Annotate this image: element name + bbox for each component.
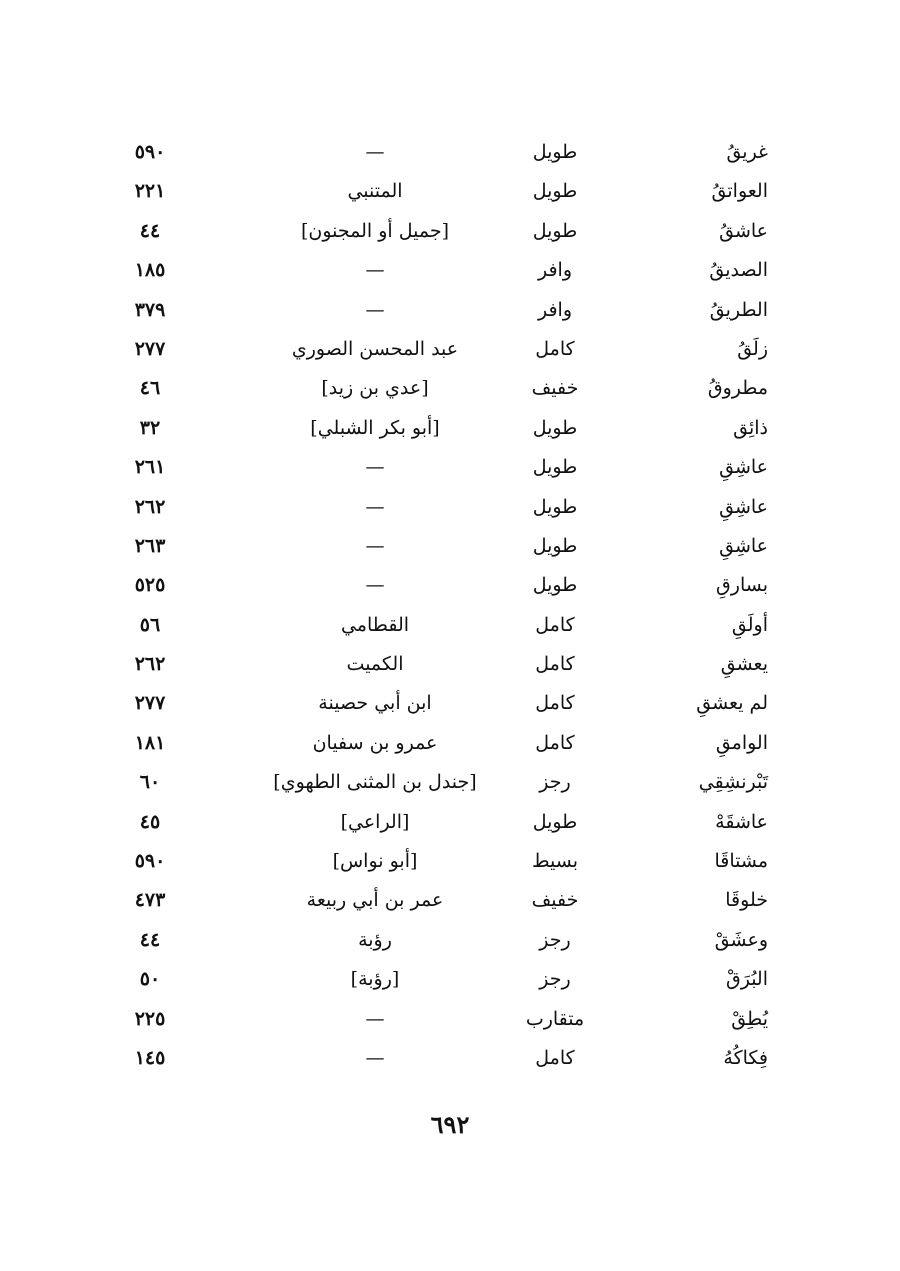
rhyme-word: زلَقُ bbox=[737, 337, 768, 360]
rhyme-word: عاشِقِ bbox=[719, 495, 768, 518]
page-ref: ٣٢ bbox=[139, 416, 161, 439]
meter: رجز bbox=[539, 968, 571, 991]
page-ref: ٢٧٧ bbox=[134, 692, 166, 715]
page-ref: ٢٦٣ bbox=[134, 534, 166, 557]
index-row bbox=[0, 291, 900, 330]
poet-name: عمر بن أبي ربيعة bbox=[306, 889, 444, 912]
index-row bbox=[0, 645, 900, 684]
meter: كامل bbox=[535, 653, 575, 676]
poet-name: القطامي bbox=[340, 613, 410, 636]
meter: كامل bbox=[535, 692, 575, 715]
index-row bbox=[0, 803, 900, 842]
poet-name: — bbox=[365, 574, 385, 597]
poet-name: [جندل بن المثنى الطهوي] bbox=[273, 771, 477, 794]
rhyme-word: عاشِقِ bbox=[719, 456, 768, 479]
page-number: ٦٩٢ bbox=[430, 1110, 470, 1139]
page-ref: ٤٤ bbox=[139, 928, 161, 951]
page-ref: ٢٢١ bbox=[134, 180, 166, 203]
page-ref: ٤٥ bbox=[139, 810, 161, 833]
meter: طويل bbox=[532, 219, 578, 242]
rhyme-word: بسارقِ bbox=[716, 574, 768, 597]
index-row bbox=[0, 1000, 900, 1039]
rhyme-word: يُطِقْ bbox=[731, 1007, 768, 1030]
rhyme-word: الوامقِ bbox=[715, 731, 768, 754]
page-ref: ٤٧٣ bbox=[134, 889, 166, 912]
meter: خفيف bbox=[531, 889, 579, 912]
index-row bbox=[0, 842, 900, 881]
index-row bbox=[0, 881, 900, 920]
page-ref: ٥٦ bbox=[139, 613, 161, 636]
rhyme-word: فِكاكُهُ bbox=[723, 1046, 768, 1069]
poet-name: [أبو نواس] bbox=[332, 850, 418, 873]
meter: طويل bbox=[532, 574, 578, 597]
page-ref: ٥٩٠ bbox=[134, 141, 166, 163]
rhyme-word: تَبْرنشِقِي bbox=[698, 771, 768, 794]
poet-name: المتنبي bbox=[347, 180, 403, 203]
poet-name: — bbox=[365, 1007, 385, 1030]
poet-name: [رؤبة] bbox=[350, 968, 400, 991]
meter: بسيط bbox=[531, 850, 578, 873]
meter: طويل bbox=[532, 495, 578, 518]
rhyme-word: مشتاقَا bbox=[714, 850, 768, 873]
meter: طويل bbox=[532, 456, 578, 479]
page-ref: ٥٢٥ bbox=[134, 574, 166, 597]
index-row bbox=[0, 724, 900, 763]
meter: كامل bbox=[535, 337, 575, 360]
index-row bbox=[0, 369, 900, 408]
index-row bbox=[0, 763, 900, 802]
page-ref: ٢٦١ bbox=[134, 456, 166, 479]
poet-name: [جميل أو المجنون] bbox=[300, 219, 450, 242]
page-ref: ٤٤ bbox=[139, 219, 161, 242]
meter: كامل bbox=[535, 1046, 575, 1069]
meter: وافر bbox=[537, 298, 573, 321]
meter: طويل bbox=[532, 141, 578, 163]
poet-name: [الراعي] bbox=[340, 810, 410, 833]
index-row bbox=[0, 212, 900, 251]
page-ref: ٥٠ bbox=[139, 968, 161, 991]
poetry-index-table bbox=[0, 133, 900, 1078]
poet-name: — bbox=[365, 141, 385, 163]
index-row bbox=[0, 330, 900, 369]
poet-name: [عدي بن زيد] bbox=[321, 377, 429, 400]
page-ref: ٢٦٢ bbox=[134, 495, 166, 518]
index-row bbox=[0, 251, 900, 290]
rhyme-word: البُرَقْ bbox=[725, 968, 768, 991]
meter: رجز bbox=[539, 928, 571, 951]
poet-name: رؤبة bbox=[358, 928, 392, 951]
rhyme-word: عاشقُ bbox=[719, 219, 768, 242]
meter: طويل bbox=[532, 416, 578, 439]
meter: وافر bbox=[537, 259, 573, 282]
page-ref: ٤٦ bbox=[139, 377, 161, 400]
rhyme-word: ذائِق bbox=[733, 416, 768, 439]
meter: كامل bbox=[535, 613, 575, 636]
meter: متقارب bbox=[525, 1007, 585, 1030]
page-ref: ٥٩٠ bbox=[134, 850, 166, 873]
rhyme-word: الصديقُ bbox=[709, 259, 768, 282]
rhyme-word: العواتقُ bbox=[711, 180, 768, 203]
rhyme-word: الطريقُ bbox=[709, 298, 768, 321]
rhyme-word: يعشقِ bbox=[720, 653, 768, 676]
poet-name: عمرو بن سفيان bbox=[312, 731, 438, 754]
page-ref: ١٨٥ bbox=[134, 259, 166, 282]
poet-name: عبد المحسن الصوري bbox=[291, 337, 459, 360]
poet-name: — bbox=[365, 259, 385, 282]
page-ref: ٦٠ bbox=[139, 771, 161, 794]
poet-name: — bbox=[365, 298, 385, 321]
meter: رجز bbox=[539, 771, 571, 794]
page-ref: ١٨١ bbox=[134, 731, 166, 754]
poet-name: ابن أبي حصينة bbox=[318, 692, 432, 715]
poet-name: [أبو بكر الشبلي] bbox=[310, 416, 440, 439]
rhyme-word: مطروقُ bbox=[707, 377, 768, 400]
poet-name: — bbox=[365, 534, 385, 557]
meter: طويل bbox=[532, 534, 578, 557]
meter: خفيف bbox=[531, 377, 579, 400]
index-row bbox=[0, 527, 900, 566]
poet-name: الكميت bbox=[346, 653, 404, 676]
index-row bbox=[0, 606, 900, 645]
index-row bbox=[0, 409, 900, 448]
poet-name: — bbox=[365, 495, 385, 518]
index-row bbox=[0, 488, 900, 527]
meter: طويل bbox=[532, 180, 578, 203]
rhyme-word: وعشَقْ bbox=[714, 928, 768, 951]
poet-name: — bbox=[365, 456, 385, 479]
index-row bbox=[0, 448, 900, 487]
rhyme-word: عاشقَهْ bbox=[715, 810, 768, 833]
rhyme-word: عاشِقِ bbox=[719, 534, 768, 557]
meter: كامل bbox=[535, 731, 575, 754]
page-ref: ٢٢٥ bbox=[134, 1007, 166, 1030]
rhyme-word: غريقُ bbox=[726, 141, 768, 163]
page-ref: ٢٦٢ bbox=[134, 653, 166, 676]
index-row bbox=[0, 133, 900, 172]
page-ref: ١٤٥ bbox=[134, 1046, 166, 1069]
index-row bbox=[0, 960, 900, 999]
rhyme-word: لم يعشقِ bbox=[696, 692, 768, 715]
index-row bbox=[0, 566, 900, 605]
rhyme-word: خلوقَا bbox=[725, 889, 768, 912]
index-row bbox=[0, 684, 900, 723]
index-row bbox=[0, 921, 900, 960]
meter: طويل bbox=[532, 810, 578, 833]
index-row bbox=[0, 172, 900, 211]
rhyme-word: أولَقِ bbox=[731, 613, 768, 636]
page-ref: ٣٧٩ bbox=[134, 298, 166, 321]
index-row bbox=[0, 1039, 900, 1078]
page-ref: ٢٧٧ bbox=[134, 337, 166, 360]
poet-name: — bbox=[365, 1046, 385, 1069]
